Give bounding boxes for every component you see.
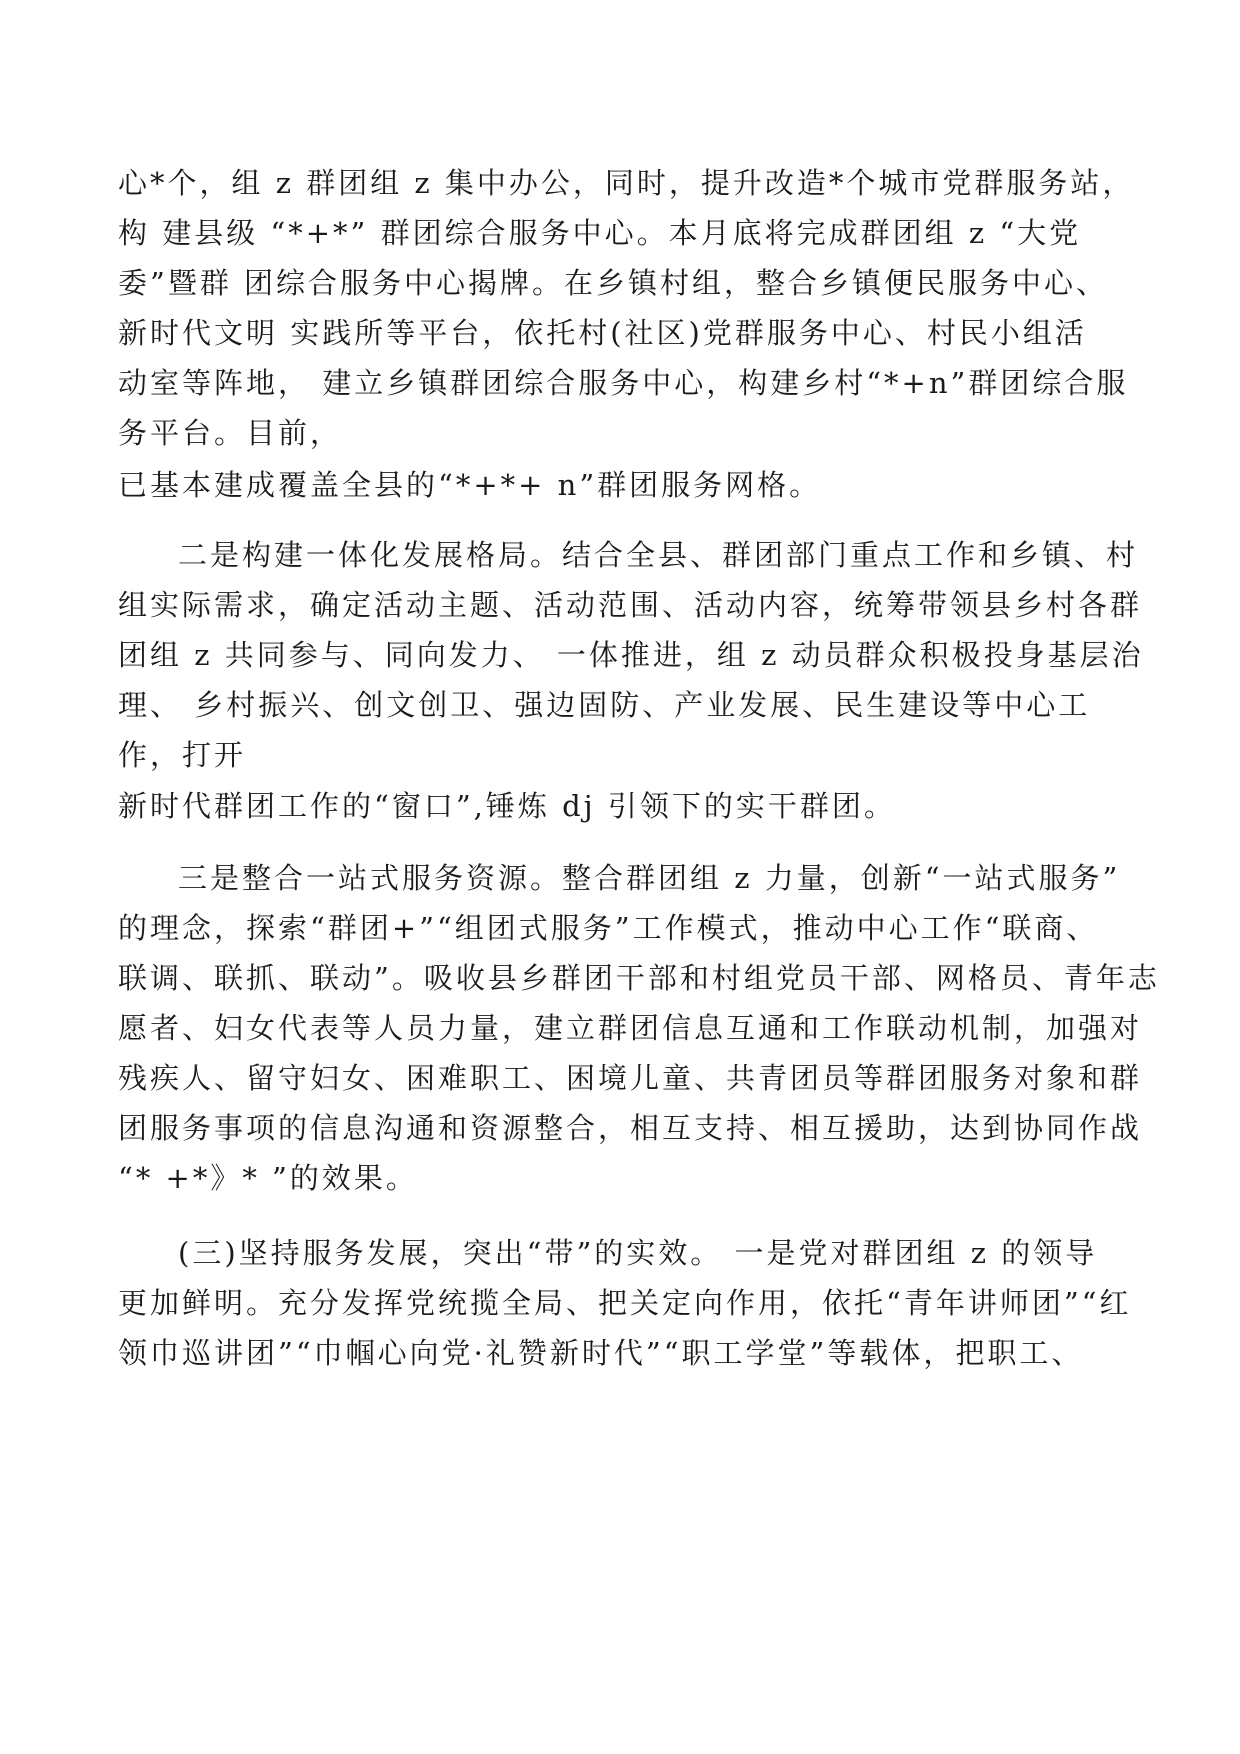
body-text-line: 联调、联抓、联动”。吸收县乡群团干部和村组党员干部、网格员、青年志	[118, 961, 1160, 995]
body-text-line: 组实际需求，确定活动主题、活动范围、活动内容，统筹带领县乡村各群	[118, 588, 1143, 622]
body-text-line: 更加鲜明。充分发挥党统揽全局、把关定向作用，依托“青年讲师团”“红	[118, 1286, 1132, 1320]
body-text-line: 的理念，探索“群团+”“组团式服务”工作模式，推动中心工作“联商、	[118, 911, 1099, 945]
body-text-line: “* +*》* ”的效果。	[118, 1161, 418, 1195]
body-text-line: 心*个，组 z 群团组 z 集中办公，同时，提升改造*个城市党群服务站，	[118, 166, 1135, 200]
body-text-line: 作，打开	[118, 738, 247, 772]
body-text-line: 已基本建成覆盖全县的“*+*+ n”群团服务网格。	[118, 468, 822, 502]
body-text-line: 委”暨群 团综合服务中心揭牌。在乡镇村组，整合乡镇便民服务中心、	[118, 266, 1109, 300]
body-text-line: 理、 乡村振兴、创文创卫、强边固防、产业发展、民生建设等中心工	[118, 688, 1091, 722]
body-text-line: (三)坚持服务发展，突出“带”的实效。 一是党对群团组 z 的领导	[178, 1236, 1098, 1270]
body-text-line: 二是构建一体化发展格局。结合全县、群团部门重点工作和乡镇、村	[178, 538, 1139, 572]
body-text-line: 残疾人、留守妇女、困难职工、困境儿童、共青团员等群团服务对象和群	[118, 1061, 1143, 1095]
body-text-line: 新时代群团工作的“窗口”,锤炼 dj 引领下的实干群团。	[118, 789, 896, 823]
body-text-line: 新时代文明 实践所等平台，依托村(社区)党群服务中心、村民小组活	[118, 316, 1087, 350]
body-text-line: 团服务事项的信息沟通和资源整合，相互支持、相互援助，达到协同作战	[118, 1111, 1143, 1145]
body-text-line: 领巾巡讲团”“巾帼心向党·礼赞新时代”“职工学堂”等载体，把职工、	[118, 1336, 1084, 1370]
body-text-line: 构 建县级 “*+*” 群团综合服务中心。本月底将完成群团组 z “大党	[118, 216, 1082, 250]
body-text-line: 三是整合一站式服务资源。整合群团组 z 力量，创新“一站式服务”	[178, 861, 1121, 895]
body-text-line: 务平台。目前，	[118, 416, 343, 450]
body-text-line: 愿者、妇女代表等人员力量，建立群团信息互通和工作联动机制，加强对	[118, 1011, 1143, 1045]
body-text-line: 动室等阵地， 建立乡镇群团综合服务中心，构建乡村“*+n”群团综合服	[118, 366, 1129, 400]
body-text-line: 团组 z 共同参与、同向发力、 一体推进，组 z 动员群众积极投身基层治	[118, 638, 1144, 672]
